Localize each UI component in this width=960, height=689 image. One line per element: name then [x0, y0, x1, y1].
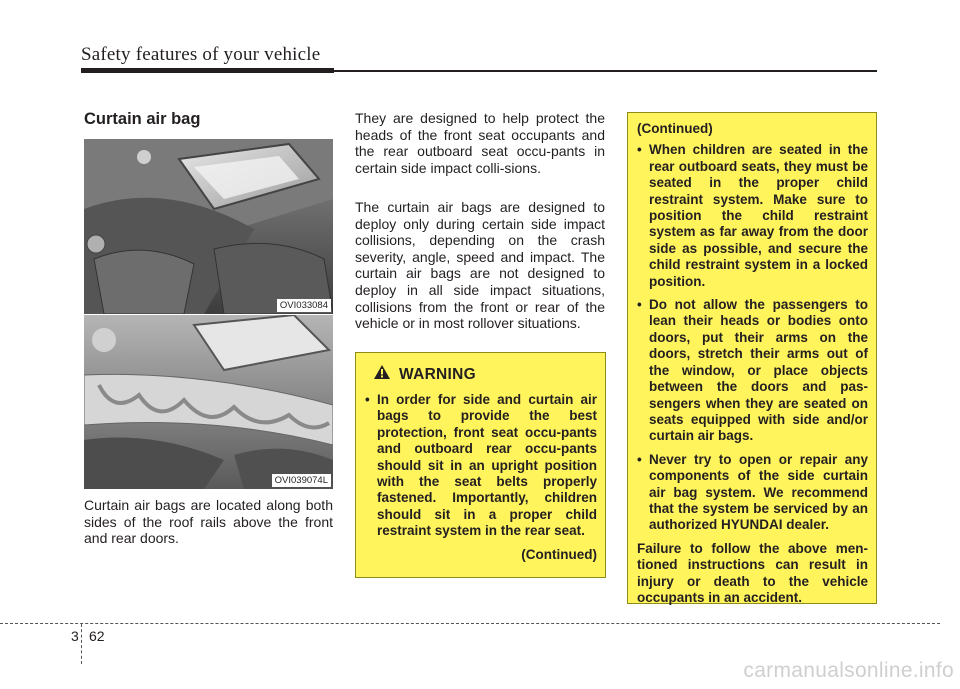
header-rule-thick: [81, 68, 334, 73]
curtain-airbag-deployed-photo: [84, 315, 333, 489]
col2-paragraph-2: The curtain air bags are designed to deploy only during certain side impact collisions, depending on the crash severity, angle, speed and impact. The curtain air bags are not designed to deploy in all side impact situations, collisions from the front or rear of the vehicle or in most rollover situations.: [355, 199, 605, 332]
warning-bullet: [365, 392, 597, 540]
continued-label: (Continued): [637, 121, 713, 136]
bullet-dot: •: [637, 451, 642, 467]
footer-rule: [0, 623, 940, 624]
col2-paragraph-1: They are designed to help protect the heads of the front seat occupants and the rear outboard seat occu-pants in certain side impact colli-sions.: [355, 110, 605, 176]
warning-continued: (Continued): [521, 546, 597, 562]
col1-paragraph: Curtain air bags are located along both sides of the roof rails above the front and rear doors.: [84, 497, 333, 547]
photo-caption: OVI039074L: [272, 474, 331, 487]
page-header-title: Safety features of your vehicle: [81, 44, 321, 65]
warning-box: [355, 352, 606, 578]
header-rule-thin: [334, 70, 877, 72]
bullet-dot: •: [365, 392, 370, 407]
bullet-dot: •: [637, 142, 642, 158]
warning-bullet-text: Do not allow the passengers to lean their heads or bodies onto doors, put their arms on the doors, stretch their arms out of the window, or place objects between the doors and pas-sengers when they are seated on seats equipped with side and/or curtain air bags.: [649, 297, 868, 444]
warning-bullet-text: Never try to open or repair any components of the side curtain air bag system. We recommend that the system be serviced by an authorized HYUNDAI dealer.: [649, 451, 868, 533]
warning-triangle-icon: [373, 364, 391, 385]
warning-bullet: [637, 142, 868, 290]
section-heading: Curtain air bag: [84, 110, 201, 128]
warning-bullet-text: When children are seated in the rear outboard seats, they must be seated in the proper child restraint system. Make sure to position the child restraint system as far away from the door side as possible, and secure the child restraint system in a locked position.: [649, 142, 868, 289]
page-section-number: 3: [71, 628, 79, 644]
page-number: 62: [89, 628, 105, 644]
warning-bullet-text: In order for side and curtain air bags to provide the best protection, front seat occu-pants and outboard rear occu-pants should sit in an upright position with the seat belts properly fastened. Importantly, children should sit in a proper child restraint system in the rear seat.: [377, 392, 597, 539]
photo-caption: OVI033084: [277, 299, 331, 312]
warning-closing: Failure to follow the above men-tioned instructions can result in injury or death to the vehicle occupants in an accident.: [637, 540, 868, 605]
warning-title: WARNING: [399, 365, 477, 383]
bullet-dot: •: [637, 297, 642, 313]
warning-box-continued: [627, 112, 877, 604]
watermark: carmanualsonline.info: [743, 659, 954, 682]
warning-title-row: [365, 364, 597, 385]
footer-divider: [81, 624, 82, 664]
warning-bullet: [637, 452, 868, 534]
warning-bullet: [637, 297, 868, 445]
sunroof-interior-photo: [84, 139, 333, 314]
